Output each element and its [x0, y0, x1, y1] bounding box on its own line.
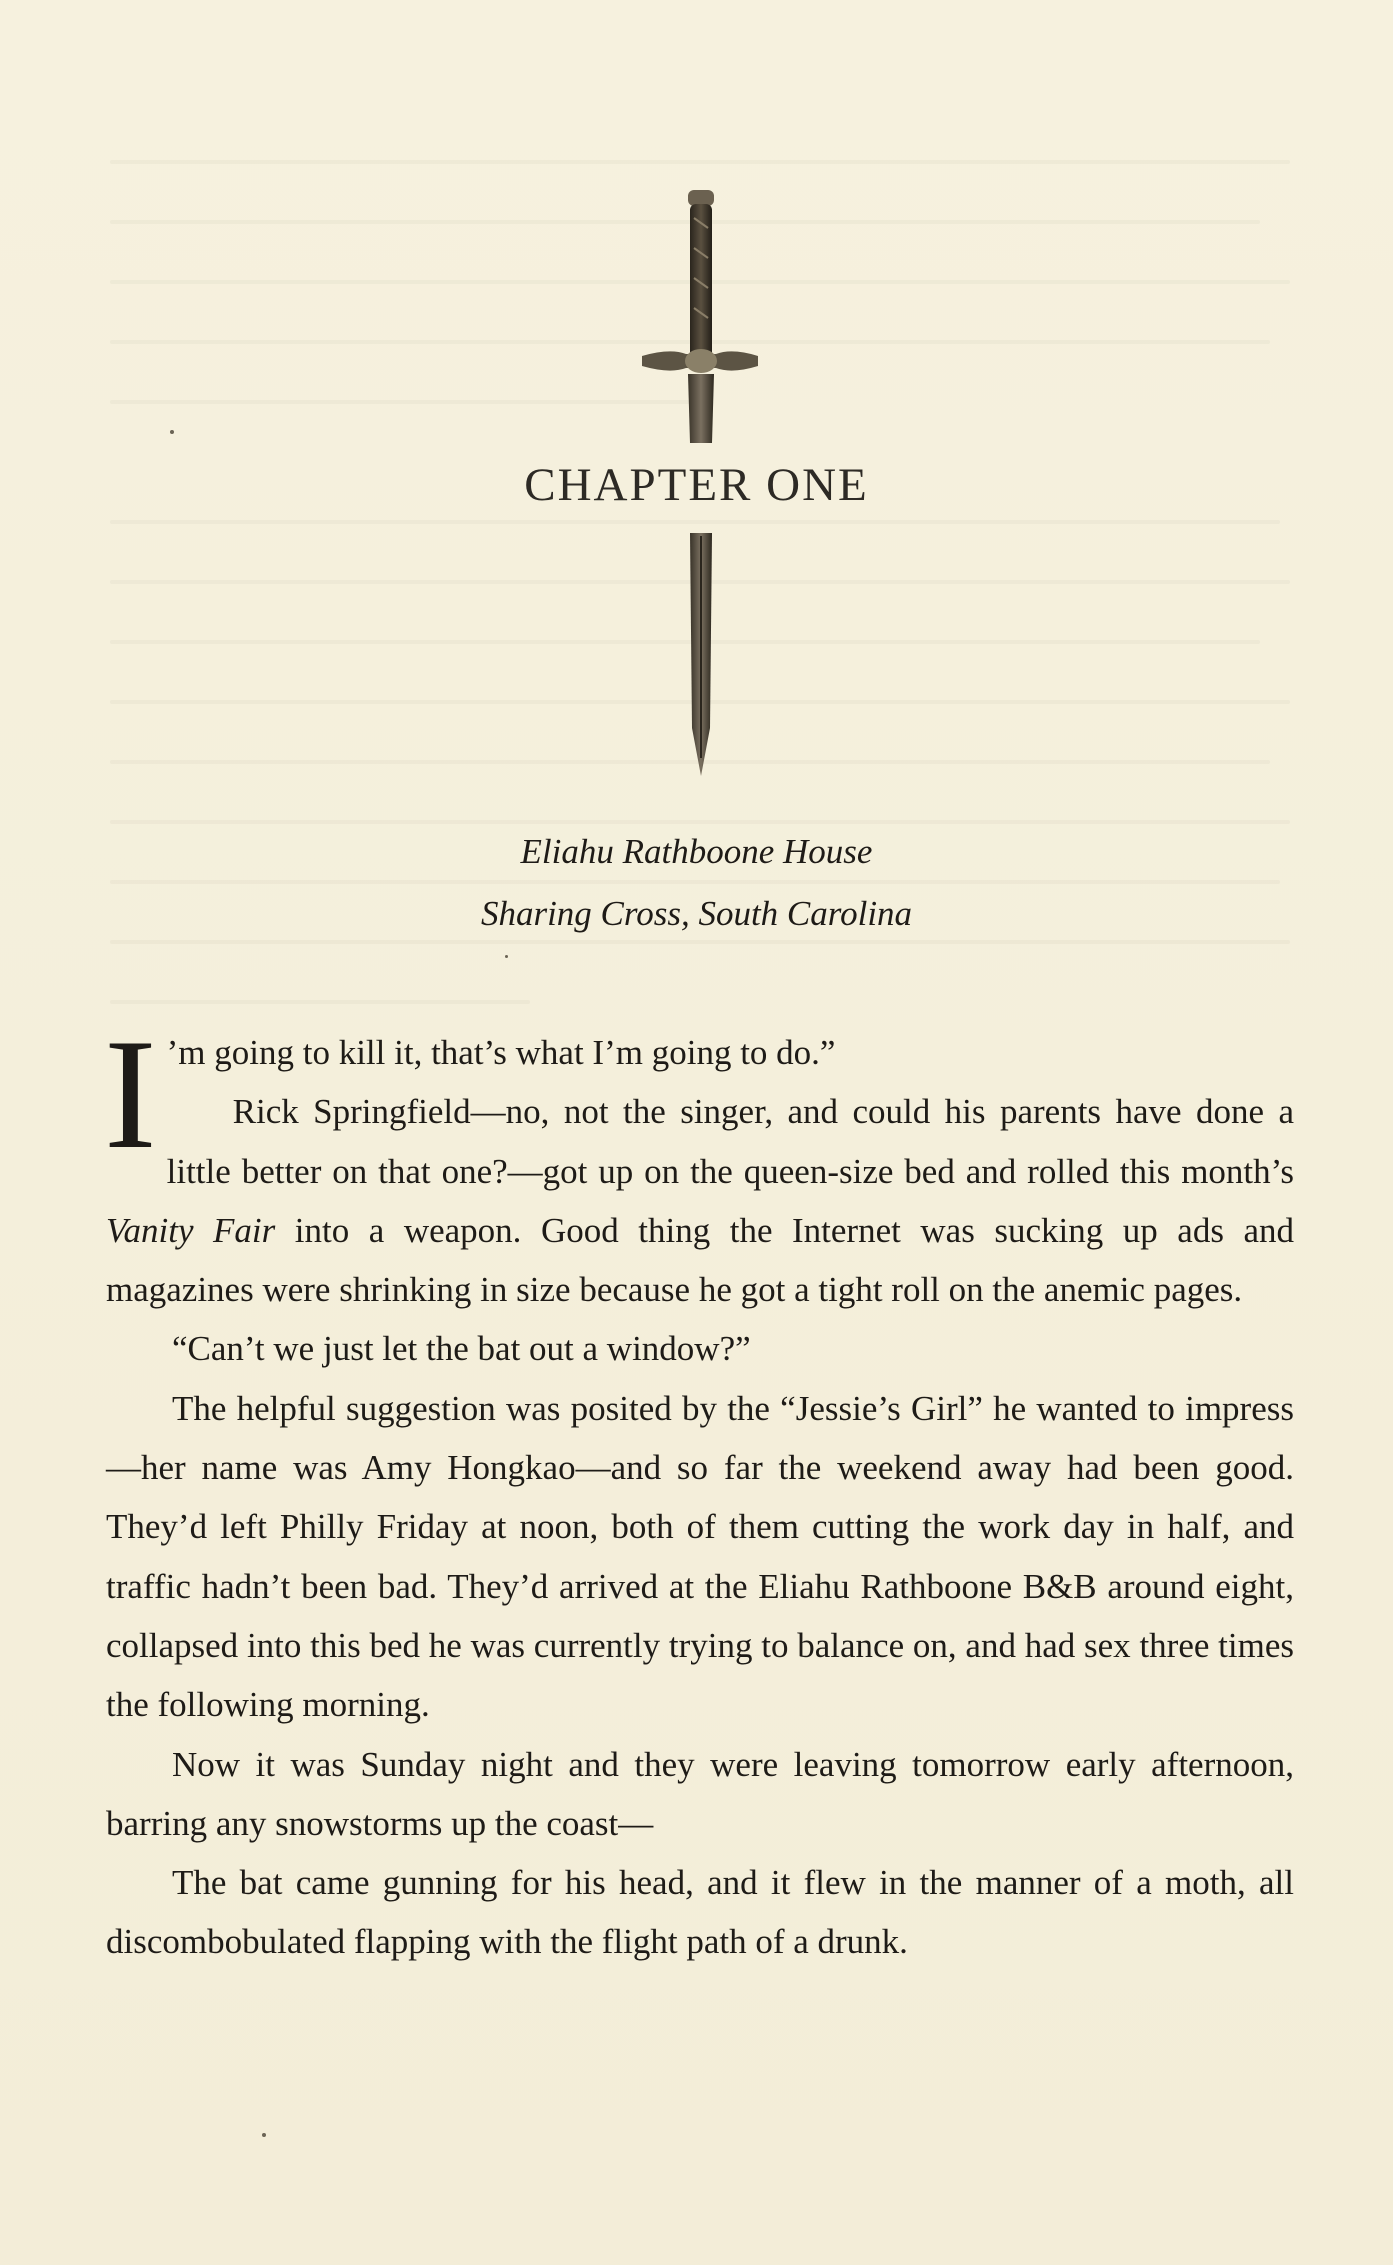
paper-speck	[262, 2133, 266, 2137]
paragraph-5: Now it was Sunday night and they were leaving tomorrow early afternoon, barring any snowstorms up the coast—	[106, 1744, 1294, 1843]
paragraph-1-text: ’m going to kill it, that’s what I’m going to do.”	[166, 1033, 836, 1072]
location-line-1: Eliahu Rathboone House	[520, 832, 873, 871]
paragraph-4: The helpful suggestion was posited by the “Jessie’s Girl” he wanted to impress—her name was Amy Hongkao—and so far the weekend away had been good. They’d left Philly Friday at noon, both of them cutting the work day in half, and traffic hadn’t been bad. They’d arrived at the Eliahu Rathboone B&B around eight, collapsed into this bed he was currently trying to balance on, and had sex three times the following morning.	[106, 1388, 1294, 1725]
paragraph-2	[106, 1082, 1294, 1319]
paragraph-2-text-b: into a weapon. Good thing the Internet was sucking up ads and magazines were shrinking in size because he got a tight roll on the anemic pages.	[106, 1210, 1295, 1310]
paragraph-3: “Can’t we just let the bat out a window?”	[172, 1329, 751, 1369]
chapter-body	[104, 1007, 1295, 1972]
paper-speck	[505, 955, 508, 958]
drop-cap: I	[104, 1007, 157, 1182]
magazine-title: Vanity Fair	[106, 1210, 276, 1250]
chapter-title	[0, 458, 1393, 512]
paragraph-6: The bat came gunning for his head, and it flew in the manner of a moth, all discombobulated flapping with the flight path of a drunk.	[106, 1863, 1294, 1962]
paper-speck	[170, 430, 174, 434]
paragraph-2-text-a: Rick Springfield—no, not the singer, and could his parents have done a little better on that one?—got up on the queen-size bed and rolled this month’s	[166, 1092, 1294, 1191]
location-line-2: Sharing Cross, South Carolina	[480, 894, 913, 933]
chapter-title-text: CHAPTER ONE	[514, 459, 878, 511]
